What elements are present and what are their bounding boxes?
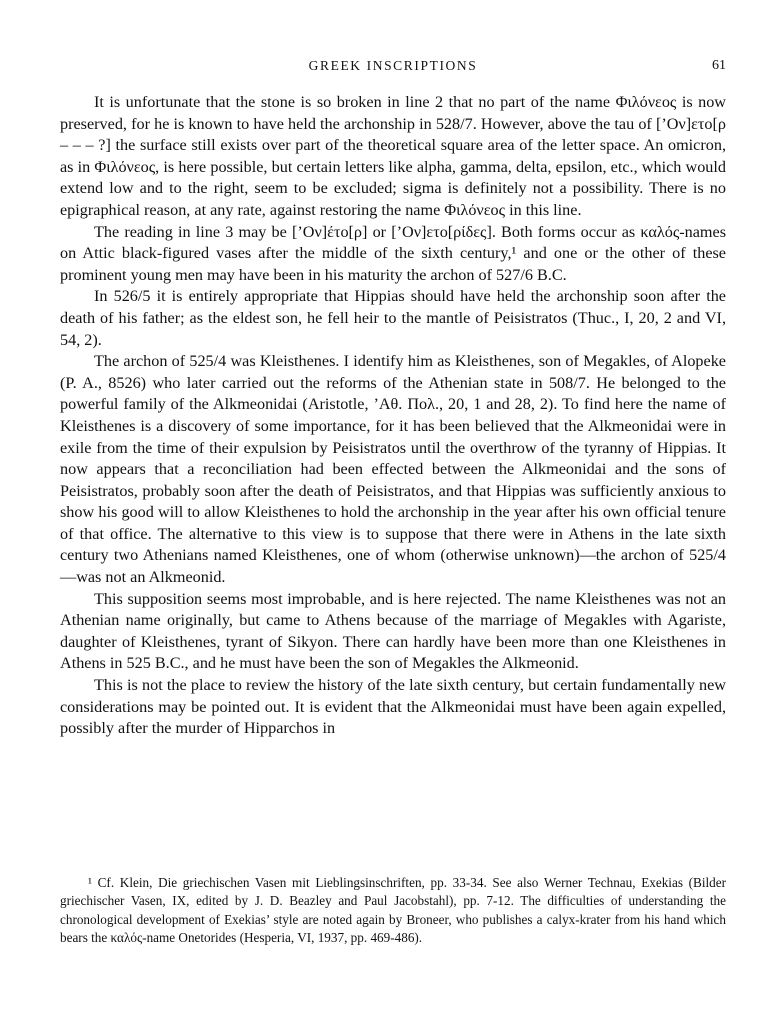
paragraph: This is not the place to review the history of the late sixth century, but certain fundamentally new considerations may be pointed out. It is evident that the Alkmeonidai must have been again expelled, possibly after the murder of Hipparchos in (60, 676, 726, 738)
paragraph: The reading in line 3 may be [’Ον]έτο[ρ] or [’Ον]ετο[ρίδες]. Both forms occur as καλός-names on Attic black-figured vases after the middle of the sixth century,¹ and one or the other of these prominent young men may have been in his maturity the archon of 527/6 B.C. (60, 222, 726, 284)
paragraph: This supposition seems most improbable, and is here rejected. The name Kleisthenes was not an Athenian name originally, but came to Athens because of the marriage of Megakles with Agariste, daughter of Kleisthenes, tyrant of Sikyon. There can hardly have been more than one Kleisthenes in Athens in 525 B.C., and he must have been the son of Megakles the Alkmeonid. (60, 589, 726, 673)
body-text (60, 92, 726, 740)
paragraph: The archon of 525/4 was Kleisthenes. I identify him as Kleisthenes, son of Megakles, of Alopeke (P. A., 8526) who later carried out the reforms of the Athenian state in 508/7. He belonged to the powerful family of the Alkmeonidai (Aristotle, ’Αθ. Πολ., 20, 1 and 28, 2). To find here the name of Kleisthenes is a discovery of some importance, for it has been believed that the Alkmeonidai were in exile from the time of their expulsion by Peisistratos until the overthrow of the tyranny of Hippias. It now appears that a reconciliation had been effected between the Alkmeonidai and the sons of Peisistratos, probably soon after the death of Peisistratos, and that Hippias was sufficiently anxious to show his good will to allow Kleisthenes to hold the archonship in the year after his own official tenure of that office. The alternative to this view is to suppose that there were in Athens in the late sixth century two Athenians named Kleisthenes, one of whom (otherwise unknown)—the archon of 525/4—was not an Alkmeonid. (60, 352, 726, 587)
running-head (60, 58, 726, 80)
footnote-text: ¹ Cf. Klein, Die griechischen Vasen mit Lieblingsinschriften, pp. 33-34. See also Werner Technau, Exekias (Bilder griechischer Vasen, IX, edited by J. D. Beazley and Paul Jacobstahl), pp. 7-12. The difficulties of understanding the chronological development of Exekias’ style are noted again by Broneer, who publishes a calyx-krater from his hand which bears the καλός-name Onetorides (Hesperia, VI, 1937, pp. 469-486). (60, 875, 726, 946)
page-number: 61 (712, 58, 726, 73)
footnote (60, 874, 726, 948)
paragraph: It is unfortunate that the stone is so broken in line 2 that no part of the name Φιλόνεος is now preserved, for he is known to have held the archonship in 528/7. However, above the tau of [’Ον]ετο[ρ – – – ?] the surface still exists over part of the theoretical square area of the letter space. An omicron, as in Φιλόνεος, is here possible, but certain letters like alpha, gamma, delta, epsilon, etc., which would extend low and to the right, seem to be excluded; sigma is definitely not a possibility. There is no epigraphical reason, at any rate, against restoring the name Φιλόνεος in this line. (60, 93, 726, 219)
paragraph: In 526/5 it is entirely appropriate that Hippias should have held the archonship soon after the death of his father; as the eldest son, he fell heir to the mantle of Peisistratos (Thuc., I, 20, 2 and VI, 54, 2). (60, 287, 726, 349)
running-title: GREEK INSCRIPTIONS (308, 58, 478, 73)
